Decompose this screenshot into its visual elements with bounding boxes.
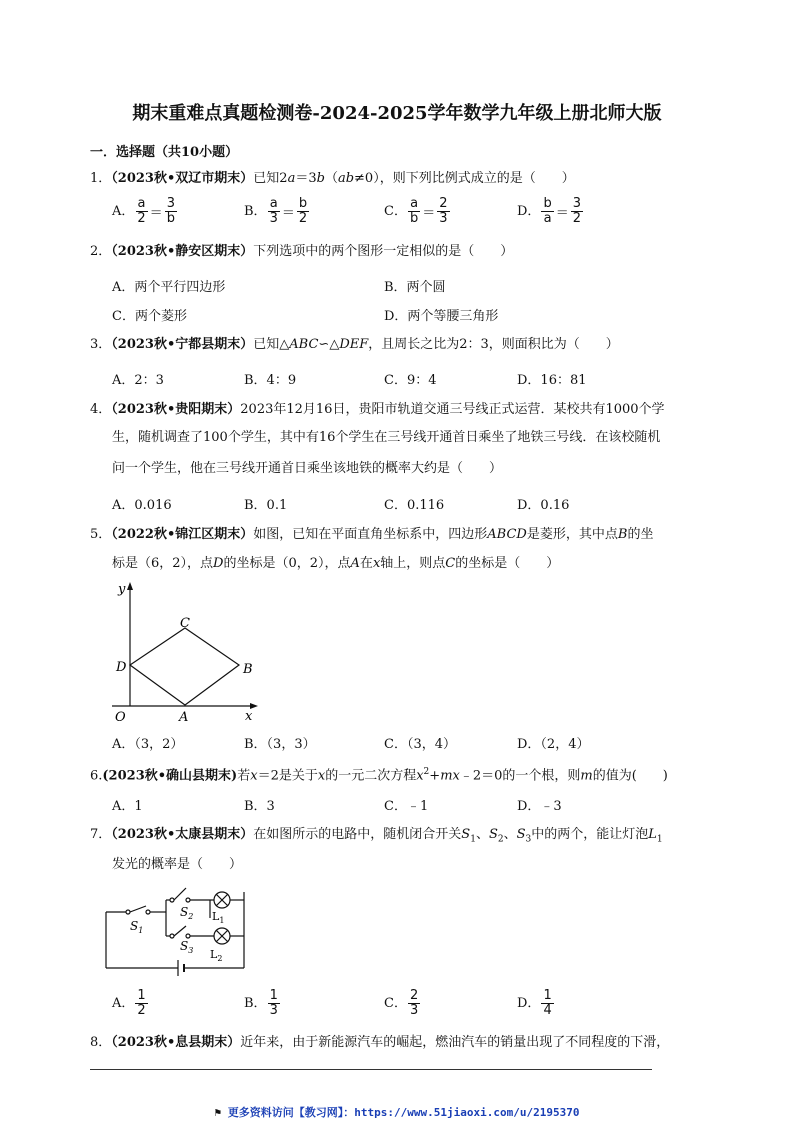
page-title: 期末重难点真题检测卷-2024-2025学年数学九年级上册北师大版	[132, 103, 662, 124]
question-4-option-a: A．0.016	[112, 498, 172, 513]
label-s1: $S_1$	[130, 919, 144, 935]
label-b: B	[243, 662, 253, 677]
label-o: O	[115, 710, 126, 723]
rhombus-coordinate-figure	[108, 578, 268, 723]
question-1-option-c: C． $\frac{a}{b}$ ＝ $\frac{2}{3}$	[384, 196, 448, 226]
label-s2: $S_2$	[180, 905, 194, 921]
footer-link[interactable]	[0, 1104, 794, 1120]
question-5-option-c: C．（3，4）	[384, 737, 456, 752]
label-c: C	[180, 616, 190, 631]
question-1-option-a: A． $\frac{a}{2}$ ＝ $\frac{3}{b}$	[112, 196, 175, 226]
question-4-stem-line3: 问一个学生，他在三号线开通首日乘坐该地铁的概率大约是（ ）	[112, 461, 503, 476]
question-3-option-c: C．9：4	[384, 373, 437, 388]
question-6-option-d: D．﹣3	[517, 799, 562, 814]
question-3-stem: 3．（2023秋•宁都县期末）已知△ABC∽△DEF，且周长之比为2：3，则面积比为（ ）	[90, 337, 619, 352]
question-1-stem: 1．（2023秋•双辽市期末）已知2a＝3b（ab≠0），则下列比例式成立的是（ ）	[90, 171, 575, 186]
question-7-stem-line2: 发光的概率是（ ）	[112, 857, 243, 872]
flag-icon: ⚑	[214, 1106, 222, 1119]
question-8-stem: 8．（2023秋•息县期末）近年来，由于新能源汽车的崛起，燃油汽车的销量出现了不同程度的下滑，	[90, 1035, 670, 1050]
footer-text: 更多资料访问【教习网】：https://www.51jiaoxi.com/u/2195370	[227, 1106, 580, 1119]
question-5-option-b: B．（3，3）	[244, 737, 316, 752]
question-5-stem-line1: 5．（2022秋•锦江区期末）如图，已知在平面直角坐标系中，四边形ABCD是菱形，其中点B的坐	[90, 527, 654, 542]
question-6-option-a: A．1	[112, 799, 143, 814]
question-2-option-a: A．两个平行四边形	[112, 280, 226, 295]
question-4-option-d: D．0.16	[517, 498, 570, 513]
label-a: A	[179, 710, 189, 723]
question-3-option-d: D．16：81	[517, 373, 587, 388]
question-6-stem: 6.(2023秋•确山县期末)若x＝2是关于x的一元二次方程$x^2+mx﹣2=0$的一个根，则m的值为( )	[90, 767, 668, 784]
y-axis-arrow	[127, 582, 133, 590]
question-4-stem-line2: 生，随机调查了100个学生，其中有16个学生在三号线开通首日乘坐了地铁三号线．在该校随机	[112, 430, 661, 445]
label-x: x	[245, 709, 253, 723]
question-4-option-b: B．0.1	[244, 498, 288, 513]
question-7-option-d: D． $\frac{1}{4}$	[517, 988, 552, 1018]
question-6-option-c: C．﹣1	[384, 799, 429, 814]
question-5-option-a: A．（3，2）	[112, 737, 184, 752]
question-5-stem-line2: 标是（6，2），点D的坐标是（0，2），点A在x轴上，则点C的坐标是（ ）	[112, 556, 560, 571]
label-s3: $S_3$	[180, 939, 194, 955]
label-y: y	[118, 582, 126, 597]
question-2-option-d: D．两个等腰三角形	[384, 309, 499, 324]
question-7-option-b: B． $\frac{1}{3}$	[244, 988, 278, 1018]
circuit-diagram	[100, 878, 260, 978]
question-4-stem-line1: 4．（2023秋•贵阳期末）2023年12月16日，贵阳市轨道交通三号线正式运营．某校共有1000个学	[90, 402, 665, 417]
question-7-option-a: A． $\frac{1}{2}$	[112, 988, 146, 1018]
rhombus-abcd	[130, 628, 239, 705]
question-6-option-b: B．3	[244, 799, 275, 814]
section-heading: 一．选择题（共10小题）	[90, 145, 239, 160]
label-l1: $L_1$	[212, 910, 225, 925]
question-2-option-c: C．两个菱形	[112, 309, 187, 324]
question-3-option-a: A．2：3	[112, 373, 164, 388]
question-7-stem-line1: 7．（2023秋•太康县期末）在如图所示的电路中，随机闭合开关$S_1$、$S_2$、$S_3$中的两个，能让灯泡$L_1$	[90, 827, 663, 845]
label-l2: $L_2$	[210, 948, 223, 963]
footer-divider	[90, 1069, 652, 1070]
question-3-option-b: B．4：9	[244, 373, 297, 388]
question-5-option-d: D．（2，4）	[517, 737, 590, 752]
question-2-stem: 2．（2023秋•静安区期末）下列选项中的两个图形一定相似的是（ ）	[90, 244, 514, 259]
question-1-option-b: B． $\frac{a}{3}$ ＝ $\frac{b}{2}$	[244, 196, 308, 226]
question-4-option-c: C．0.116	[384, 498, 445, 513]
label-d: D	[116, 660, 127, 675]
question-1-option-d: D． $\frac{b}{a}$ ＝ $\frac{3}{2}$	[517, 196, 581, 226]
question-2-option-b: B．两个圆	[384, 280, 446, 295]
question-7-option-c: C． $\frac{2}{3}$	[384, 988, 419, 1018]
